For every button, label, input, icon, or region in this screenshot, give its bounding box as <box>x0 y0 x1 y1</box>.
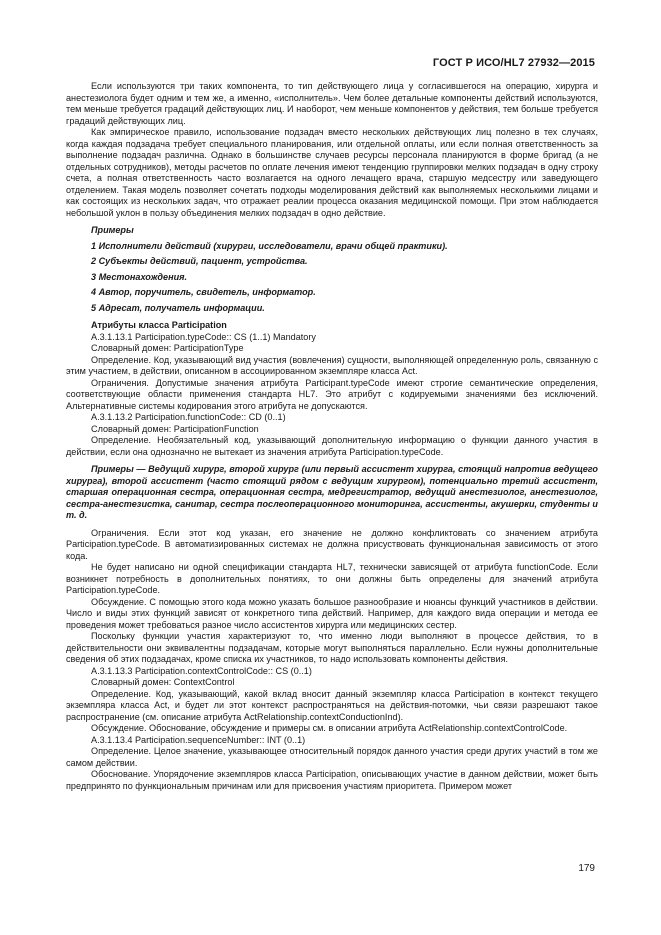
example-item: 5 Адресат, получатель информации. <box>91 302 265 313</box>
constraints: Ограничения. Если этот код указан, его значение не должно конфликтовать со значением атрибута Participation.typeCode. В автоматизированных системах не должна присуствовать функциональная зависимость от этого кода. <box>66 527 598 561</box>
vocabulary-domain: Словарный домен: ParticipationType <box>91 343 244 353</box>
example-item: 3 Местонахождения. <box>91 271 188 282</box>
attribute-spec: A.3.1.13.2 Participation.functionCode:: CD (0..1) <box>91 412 286 422</box>
example-item: 1 Исполнители действий (хирурги, исследователи, врачи общей практики). <box>91 240 448 251</box>
definition: Определение. Код, указывающий, какой вклад вносит данный экземпляр класса Participation в контекст текущего экземпляра класса Act, и будет ли этот контекст распространяться на действия-потомки, чьи связи разрешают такое распространение (см. описание атрибута ActRelationship.contextConductionInd). <box>66 688 598 722</box>
paragraph: Поскольку функции участия характеризуют то, что именно люди выполняют в процессе действия, то в действительности они эквивалентны подзадачам, которые могут выполняться параллельно. Если нужны дополнительные сведения об этих подзадачах, кроме списка их участников, то надо использовать компоненты действия. <box>66 631 598 664</box>
definition: Определение. Целое значение, указывающее относительный порядок данного участия среди других участий в том же самом действии. <box>66 746 598 768</box>
paragraph: Не будет написано ни одной спецификации стандарта HL7, технически зависящей от атрибута functionCode. Если возникнет потребность в дополнительных понятиях, то они должны быть определены для значений атрибута Participation.typeCode. <box>66 562 598 595</box>
attribute-spec: A.3.1.13.1 Participation.typeCode:: CS (1..1) Mandatory <box>91 331 316 342</box>
paragraph: Если используются три таких компонента, то тип действующего лица у согласившегося на операцию, хирурга и анестезиолога будет одним и тем же, а именно, «исполнитель». Чем более детальные компоненты действий используются, тем меньше требуется градаций действующих лиц. И наоборот, чем меньше компонентов у действия, тем больше требуется градаций действующих лиц. <box>66 81 598 126</box>
example-item: 4 Автор, поручитель, свидетель, информатор. <box>91 287 316 297</box>
section-heading: Атрибуты класса Participation <box>91 320 227 330</box>
attribute-spec: A.3.1.13.4 Participation.sequenceNumber:: INT (0..1) <box>91 734 306 745</box>
page-header: ГОСТ Р ИСО/HL7 27932—2015 <box>432 57 595 69</box>
attribute-spec: A.3.1.13.3 Participation.contextControlCode:: CS (0..1) <box>91 665 312 676</box>
definition: Определение. Код, указывающий вид участия (вовлечения) сущности, выполняющей определенную роль, связанную с этим участием, в действии, описанном в ассоциированном экземпляре класса Act. <box>66 354 598 376</box>
examples-title: Примеры <box>91 225 134 235</box>
paragraph: Как эмпирическое правило, использование подзадач вместо нескольких действующих лиц полезно в тех случаях, когда каждая подзадача требует специального планирования, или отдельной оплаты, или если полная ответственность за выполнение подзадач различна. Однако в большинстве случаев ресурсы персонала планируются в форме бригад (а не отдельных сотрудников), методы расчетов по оплате лечения имеют тенденцию группировки мелких подзадач в одну строку счета, а полная ответственность часто возлагается на одного лечащего врача, старшую медсестру или заведующего отделением. Такая модель позволяет сочетать подходы моделирования действий как выполняемых несколькими лицами и как состоящих из нескольких задач, что отражает реалии процесса оказания медицинской помощи. При этом наблюдается небольшой уклон в пользу объединения мелких подзадач в одно действие. <box>66 127 598 218</box>
discussion: Обсуждение. С помощью этого кода можно указать большое разнообразие и нюансы функций участников в действии. Число и виды этих функций зависят от конкретного типа действий. Например, для каждого вида операции и метода ее проведения может требоваться разное число ассистентов хирурга или медицинских сестер. <box>66 596 598 630</box>
page-content <box>66 81 598 792</box>
vocabulary-domain: Словарный домен: ContextControl <box>91 677 235 687</box>
definition: Определение. Необязательный код, указывающий дополнительную информацию о функции данного участия в действии, если она однозначно не вытекает из значения атрибута Participation.typeCode. <box>66 435 598 457</box>
example-item: 2 Субъекты действий, пациент, устройства. <box>91 256 308 266</box>
rationale: Обоснование. Упорядочение экземпляров класса Participation, описывающих участие в данном действии, может быть предпринято по функциональным причинам или для присвоения участиям приоритета. Примером может <box>66 769 598 791</box>
discussion: Обсуждение. Обоснование, обсуждение и примеры см. в описании атрибута ActRelationship.contextControlCode. <box>91 723 568 733</box>
vocabulary-domain: Словарный домен: ParticipationFunction <box>91 423 259 434</box>
examples-block: Примеры — Ведущий хирург, второй хирург (или первый ассистент хирурга, стоящий напротив ведущего хирурга), второй ассистент (часто стоящий рядом с ведущим хирургом), потенциально третий ассистент, старшая операционная сестра, операционная сестра, медрегистратор, ведущий анестезиолог, анестезиолог, сестра-анестезистка, санитар, сестра послеоперационного мониторинга, ассистенты, акушерки, студенты и т. д. <box>66 464 598 520</box>
constraints: Ограничения. Допустимые значения атрибута Participant.typeCode имеют строгие семантические определения, соответствующие области применения стандарта HL7. Это атрибут с кодируемыми значениями без исключений. Альтернативные системы кодирования этого атрибута не допускаются. <box>66 377 598 411</box>
page-number: 179 <box>578 863 595 874</box>
